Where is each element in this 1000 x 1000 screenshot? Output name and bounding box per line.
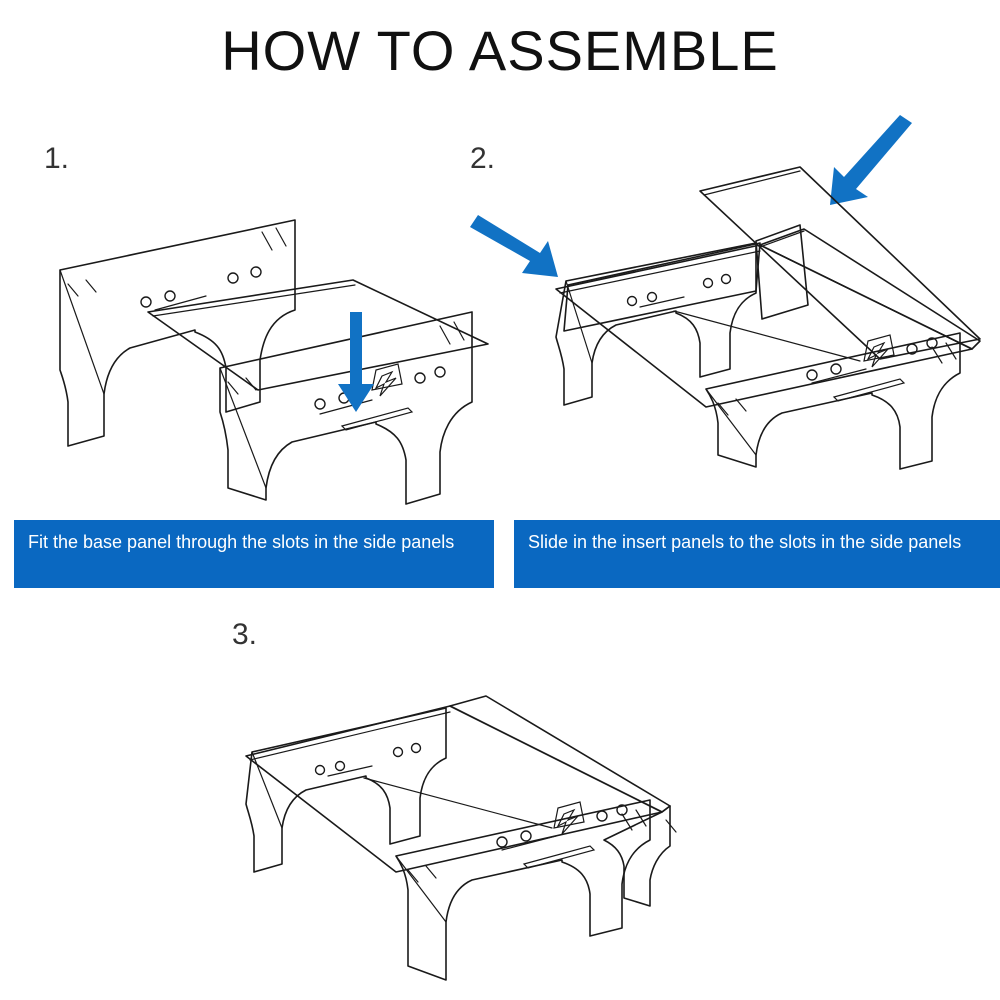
base-panel xyxy=(148,280,488,390)
step-2-caption: Slide in the insert panels to the slots in the side panels xyxy=(514,520,1000,588)
back-side-panel xyxy=(246,708,446,872)
step-1-drawing xyxy=(20,190,500,510)
brand-logo xyxy=(372,364,402,396)
page-title: HOW TO ASSEMBLE xyxy=(221,19,779,82)
brand-logo xyxy=(864,335,894,367)
step-1-number: 1. xyxy=(44,142,70,175)
base-panel xyxy=(556,245,972,407)
assembly-step-1-illustration xyxy=(20,190,500,510)
assembly-step-2-illustration xyxy=(460,105,1000,515)
front-side-panel xyxy=(396,800,650,980)
step-3-number: 3. xyxy=(232,618,258,651)
right-insert-panel xyxy=(756,225,980,349)
step-3-drawing xyxy=(200,660,800,1000)
brand-logo xyxy=(554,802,584,834)
diagonal-arrow-right-insert xyxy=(830,115,912,205)
assembly-step-3-illustration xyxy=(200,660,800,1000)
step-2-drawing xyxy=(460,105,1000,515)
step-2-number: 2. xyxy=(470,142,496,175)
step-1-caption: Fit the base panel through the slots in the side panels xyxy=(14,520,494,588)
down-arrow-base-panel xyxy=(338,312,374,412)
diagonal-arrow-left-insert xyxy=(470,215,558,277)
front-side-panel xyxy=(220,312,472,504)
